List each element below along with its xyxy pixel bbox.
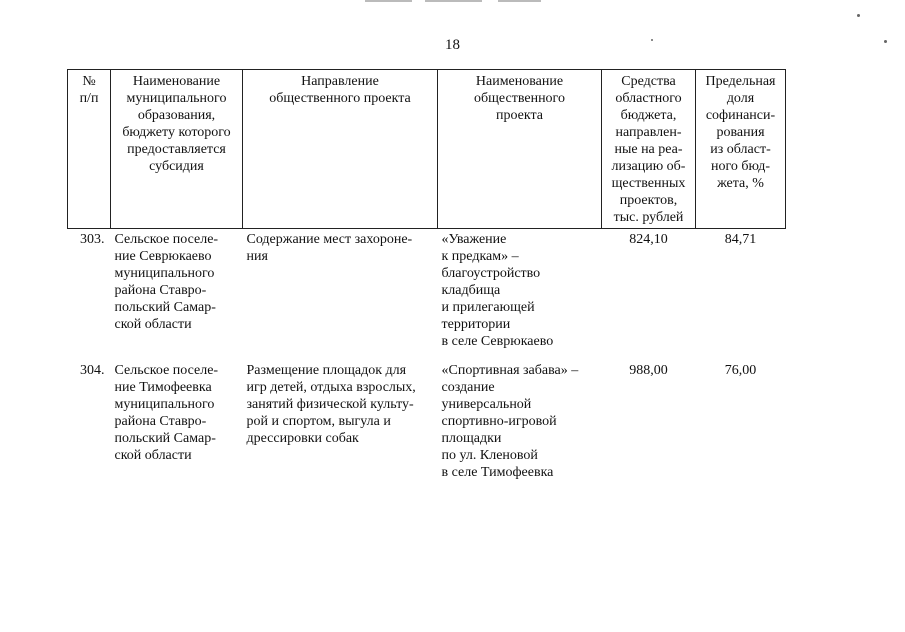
text-line: спортивно-игровой [441, 414, 557, 429]
text-line: ской области [114, 317, 192, 332]
header-line: проектов, [619, 193, 678, 208]
header-line: № [82, 74, 96, 89]
share-cell: 84,71 [724, 232, 757, 247]
text-line: универсальной [441, 397, 532, 412]
header-line: ного бюд- [710, 159, 771, 174]
page-number: 18 [445, 37, 460, 53]
top-edge-line [498, 0, 541, 2]
top-edge-line [365, 0, 412, 2]
row-number: 304. [80, 363, 105, 378]
header-cell [696, 70, 786, 229]
header-line: лизацию об- [611, 159, 686, 174]
table-header-row [68, 70, 786, 229]
text-line: ния [246, 249, 268, 264]
header-line: щественных [611, 176, 686, 191]
text-line: «Спортивная забава» – [441, 363, 579, 378]
project-cell [438, 229, 602, 361]
header-cell [243, 70, 438, 229]
header-line: из област- [710, 142, 771, 157]
text-line: территории [441, 317, 511, 332]
header-cell [602, 70, 696, 229]
text-line: в селе Тимофеевка [441, 465, 554, 480]
header-line: бюджета, [620, 108, 677, 123]
text-line: польский Самар- [114, 431, 216, 446]
header-line: ные на реа- [614, 142, 683, 157]
text-line: «Уважение [441, 232, 507, 247]
header-line: предоставляется [127, 142, 226, 157]
header-line: Наименование [475, 74, 564, 89]
text-line: кладбища [441, 283, 501, 298]
text-line: муниципального [114, 397, 215, 412]
header-cell [111, 70, 243, 229]
text-line: муниципального [114, 266, 215, 281]
text-line: занятий физической культу- [246, 397, 414, 412]
header-line: общественного [474, 91, 565, 106]
header-line: рования [716, 125, 765, 140]
scan-speck [857, 14, 860, 17]
municipality-cell [111, 229, 243, 361]
text-line: района Ставро- [114, 414, 207, 429]
share-cell: 76,00 [724, 363, 757, 378]
text-line: ние Тимофеевка [114, 380, 212, 395]
header-line: Предельная [705, 74, 776, 89]
municipality-cell [111, 360, 243, 491]
row-number: 303. [80, 232, 105, 247]
header-cell [438, 70, 602, 229]
funds-cell: 824,10 [629, 232, 668, 247]
text-line: Сельское поселе- [114, 232, 219, 247]
text-line: района Ставро- [114, 283, 207, 298]
text-line: дрессировки собак [246, 431, 359, 446]
table-row [68, 360, 786, 491]
header-line: проекта [496, 108, 543, 123]
subsidy-table [67, 69, 786, 491]
text-line: Размещение площадок для [246, 363, 407, 378]
funds-cell: 988,00 [629, 363, 668, 378]
header-line: областного [615, 91, 682, 106]
text-line: по ул. Кленовой [441, 448, 538, 463]
header-line: субсидия [149, 159, 204, 174]
text-line: создание [441, 380, 495, 395]
header-line: муниципального [126, 91, 227, 106]
header-cell [68, 70, 111, 229]
text-line: ние Севрюкаево [114, 249, 212, 264]
header-line: Направление [301, 74, 379, 89]
text-line: рой и спортом, выгула и [246, 414, 391, 429]
text-line: польский Самар- [114, 300, 216, 315]
text-line: благоустройство [441, 266, 541, 281]
header-line: общественного проекта [269, 91, 411, 106]
text-line: и прилегающей [441, 300, 535, 315]
header-line: тыс. рублей [613, 210, 684, 225]
header-line: направлен- [615, 125, 682, 140]
text-line: Сельское поселе- [114, 363, 219, 378]
text-line: игр детей, отдыха взрослых, [246, 380, 416, 395]
top-edge-line [425, 0, 482, 2]
header-line: бюджету которого [122, 125, 231, 140]
text-line: ской области [114, 448, 192, 463]
header-line: п/п [79, 91, 99, 106]
header-line: жета, % [717, 176, 764, 191]
header-line: софинанси- [705, 108, 776, 123]
table-row [68, 229, 786, 361]
header-line: образования, [137, 108, 216, 123]
text-line: в селе Севрюкаево [441, 334, 554, 349]
header-line: доля [726, 91, 755, 106]
text-line: Содержание мест захороне- [246, 232, 413, 247]
direction-cell [243, 229, 438, 361]
direction-cell [243, 360, 438, 491]
project-cell [438, 360, 602, 491]
text-line: к предкам» – [441, 249, 519, 264]
text-line: площадки [441, 431, 502, 446]
header-line: Наименование [132, 74, 221, 89]
header-line: Средства [621, 74, 676, 89]
